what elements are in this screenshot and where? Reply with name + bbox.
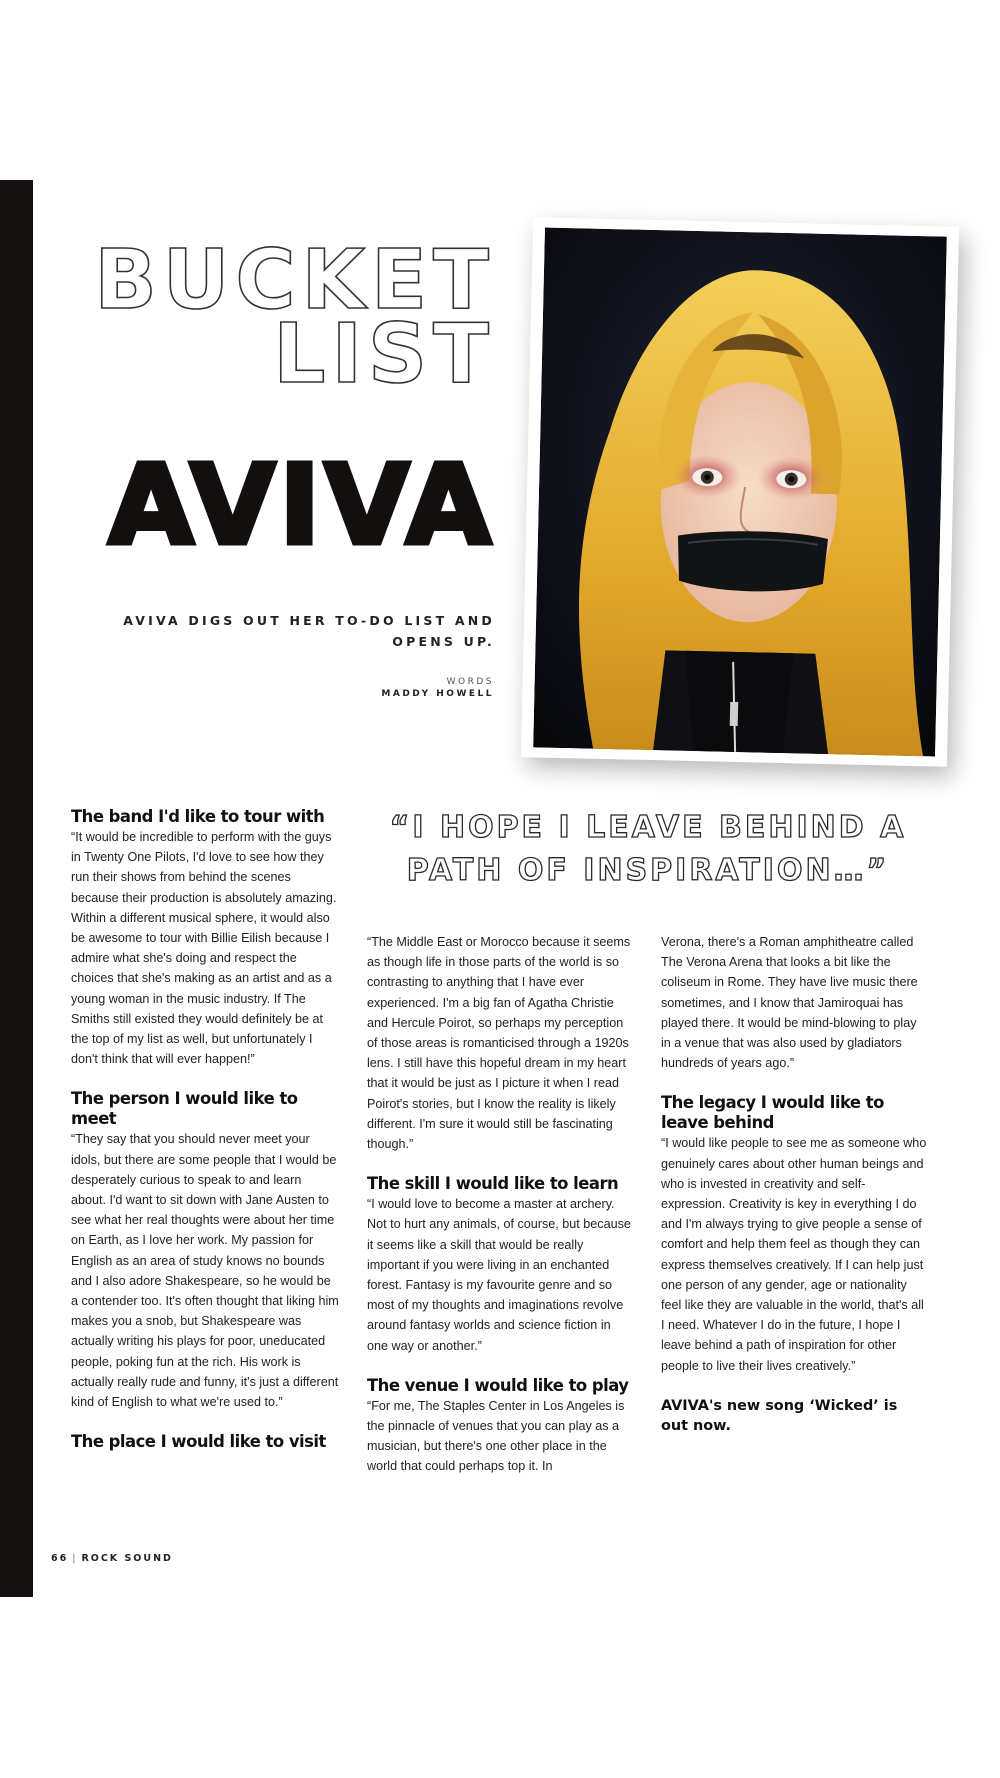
magazine-name: ROCK SOUND bbox=[81, 1553, 173, 1564]
aviva-portrait-photo bbox=[533, 228, 947, 757]
section-body-band: “It would be incredible to perform with the guys in Twenty One Pilots, I'd love to see how they run their shows from behind the scenes because their production is absolutely amazing. Within a different musical sphere, it would also be awesome to tour with Billie Eilish because I admire what she's doing and respect the choices that she's making as an artist and as a young woman in the music industry. If The Smiths still existed they would definitely be at the top of my list as well, but unfortunately I don't think that will ever happen!” bbox=[71, 830, 337, 1067]
section-body-legacy: “I would like people to see me as someone who genuinely cares about other human beings and who is invested in creativity and self-expression. Creativity is key in everything I do and I'm always trying to give people a sense of comfort and help them feel as though they can express themselves creatively. If I can help just one person of any gender, age or nationality feel like they are valuable in the world, that's all I need. Whatever I do in the future, I hope I leave behind a path of inspiration for other people to live their lives creatively.” bbox=[661, 1136, 927, 1373]
section-heading-skill: The skill I would like to learn bbox=[367, 1174, 619, 1194]
footer-separator: | bbox=[72, 1553, 78, 1564]
pull-quote: “I HOPE I LEAVE BEHIND A PATH OF INSPIRATION…” bbox=[389, 810, 907, 888]
photo-frame bbox=[521, 217, 959, 767]
section-heading-legacy: The legacy I would like to leave behind bbox=[661, 1093, 884, 1133]
column-3 bbox=[661, 932, 929, 1436]
page-number: 66 bbox=[51, 1553, 69, 1564]
kicker-list: LIST bbox=[273, 307, 495, 402]
kicker-bucket: BUCKET bbox=[94, 233, 495, 328]
section-body-skill: “I would love to become a master at archery. Not to hurt any animals, of course, but because it seems like a skill that would be really important if you were living in an enchanted forest. Fantasy is my favourite genre and so most of my thoughts and imaginations revolve around fantasy worlds and science fiction in one way or another.” bbox=[367, 1197, 631, 1353]
section-heading-band: The band I'd like to tour with bbox=[71, 807, 325, 826]
standfirst: AVIVA DIGS OUT HER TO-DO LIST AND OPENS UP. bbox=[123, 613, 495, 649]
section-body-venue-part2: Verona, there's a Roman amphitheatre called The Verona Arena that looks a bit like the coliseum in Rome. They have live music there sometimes, and I know that Jamiroquai has played there. It would be mind-blowing to play in a venue that was also used by gladiators hundreds of years ago.” bbox=[661, 935, 918, 1071]
byline-author: MADDY HOWELL bbox=[381, 689, 494, 699]
section-body-person: “They say that you should never meet your idols, but there are some people that I would be desperately curious to speak to and learn about. I'd want to sit down with Jane Austen to see what her real thoughts were about her time on Earth, as I love her work. My passion for English as an area of study knows no bounds and I also adore Shakespeare, so he would be a contender too. It's often thought that liking him makes you a snob, but Shakespeare was actually writing his plays for poor, uneducated people, poking fun at the rich. His work is actually really rude and funny, it's just a different kind of English to what we're used to.” bbox=[71, 1132, 339, 1410]
byline-label: WORDS bbox=[446, 677, 494, 687]
page-footer bbox=[51, 1553, 173, 1564]
column-1 bbox=[71, 807, 339, 1452]
section-body-venue-part1: “For me, The Staples Center in Los Angeles is the pinnacle of venues that you can play as a musician, but there's one other place in the world that could perhaps top it. In bbox=[367, 1398, 625, 1474]
section-body-place: “The Middle East or Morocco because it seems as though life in those parts of the world is so contrasting to anything that I have ever experienced. I'm a big fan of Agatha Christie and Hercule Poirot, so perhaps my perception of those areas is romanticised through a 1920s lens. I still have this hopeful dream in my heart that it would be just as I picture it when I read Poirot's stories, but I know the reality is likely different. I'm sure it would still be fascinating though.” bbox=[367, 935, 631, 1152]
article-title: AVIVA bbox=[108, 441, 495, 569]
page-spine-bar bbox=[0, 180, 33, 1597]
section-heading-place: The place I would like to visit bbox=[71, 1432, 326, 1452]
section-heading-person: The person I would like to meet bbox=[71, 1089, 298, 1129]
section-heading-venue: The venue I would like to play bbox=[367, 1375, 629, 1395]
closing-note: AVIVA's new song ‘Wicked’ is out now. bbox=[661, 1397, 898, 1434]
column-2 bbox=[367, 932, 635, 1497]
